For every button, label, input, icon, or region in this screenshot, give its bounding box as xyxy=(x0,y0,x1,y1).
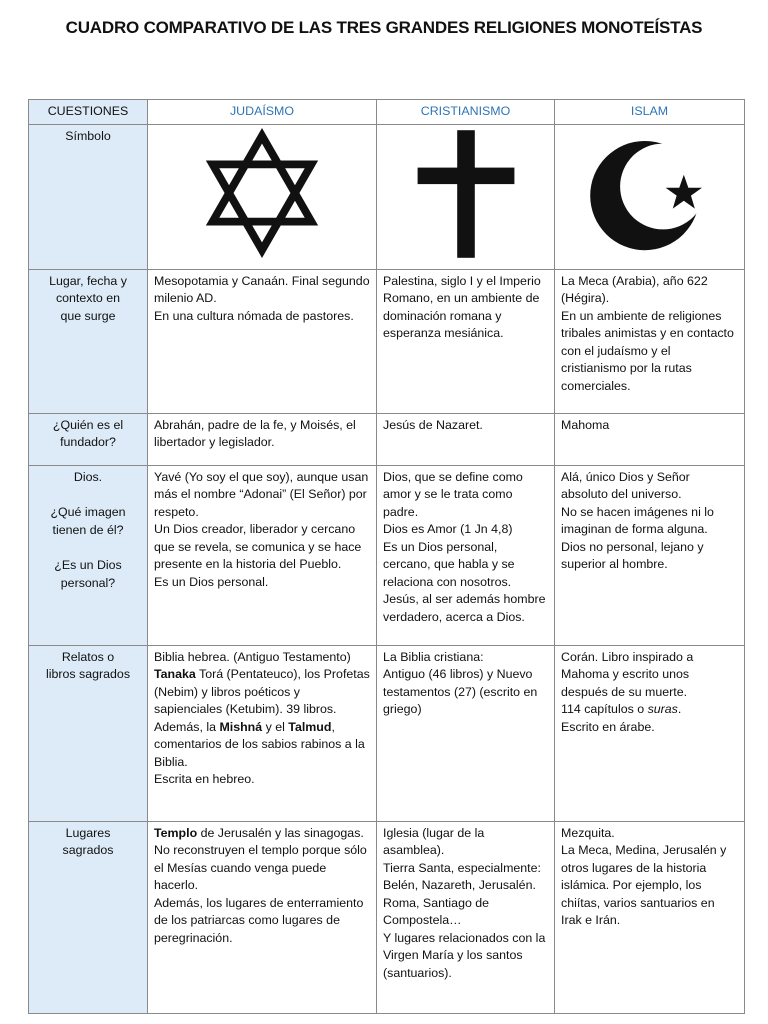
crescent-and-star-icon xyxy=(585,128,715,258)
row-simbolo xyxy=(29,124,745,269)
bold-term: Mishná xyxy=(219,719,263,734)
cell-text: Dios es Amor (1 Jn 4,8) xyxy=(383,522,513,536)
cell-text xyxy=(154,719,370,772)
cell-text: Escrito en árabe. xyxy=(561,719,655,734)
star-of-david-icon xyxy=(197,128,327,258)
cell-text xyxy=(154,666,370,719)
italic-term: suras xyxy=(647,702,678,716)
cell-lugares-islam xyxy=(555,821,745,1013)
cell-text: Alá, único Dios y Señor absoluto del universo. xyxy=(561,469,690,501)
cell-text: Dios no personal, lejano y superior al hombre. xyxy=(561,539,704,571)
cell-libros-judaismo xyxy=(148,645,377,821)
label-dios-line: Dios. xyxy=(73,469,103,484)
cell-text: Antiguo (46 libros) y Nuevo testamentos (27) (escrito en griego) xyxy=(383,667,538,716)
cell-text: Iglesia (lugar de la asamblea). xyxy=(383,825,485,857)
cell-text: En un ambiente de religiones tribales animistas y en contacto con el judaísmo y el cristianismo por la rutas comerciales. xyxy=(561,308,734,393)
cell-text: Es un Dios personal, cercano, que habla y se relaciona con nosotros. xyxy=(383,539,515,589)
cell-text: La Meca, Medina, Jerusalén y otros lugares de la historia islámica. Por ejemplo, los chiítas, varios santuarios en Irak e Irán. xyxy=(561,843,727,927)
cell-lugares-judaismo xyxy=(148,821,377,1013)
cell-text: No se hacen imágenes ni lo imaginan de forma alguna. xyxy=(561,504,714,536)
label-dios-line: personal? xyxy=(60,575,116,590)
bold-term: Talmud xyxy=(288,719,332,734)
cell-text: Mesopotamia y Canaán. Final segundo milenio AD. xyxy=(154,273,370,305)
label-libros-line: Relatos o xyxy=(61,649,115,664)
cell-text-run: . xyxy=(677,702,682,716)
cell-text: Palestina, siglo I y el Imperio Romano, en un ambiente de dominación romana y esperanza mesiánica. xyxy=(383,273,541,340)
cell-text: Escrita en hebreo. xyxy=(154,772,255,786)
cell-text: Corán. Libro inspirado a Mahoma y escrito unos después de su muerte. xyxy=(561,649,694,699)
cell-text: La Biblia cristiana: xyxy=(383,649,484,664)
cell-lugar-cristianismo xyxy=(377,269,555,413)
label-lugares-line: Lugares xyxy=(65,825,111,840)
cell-text: Un Dios creador, liberador y cercano que se revela, se comunica y se hace presente en la historia del Pueblo. xyxy=(154,522,362,571)
header-row xyxy=(29,100,745,125)
cell-text xyxy=(561,701,738,719)
label-libros xyxy=(29,645,148,821)
label-dios-line: ¿Es un Dios xyxy=(54,558,122,572)
label-lugares-line: sagrados xyxy=(62,843,114,857)
cell-simbolo-cristianismo xyxy=(377,124,555,269)
cell-text: Jesús, al ser además hombre verdadero, acerca a Dios. xyxy=(383,592,546,624)
cell-libros-islam xyxy=(555,645,745,821)
label-dios xyxy=(29,465,148,645)
cell-text: En una cultura nómada de pastores. xyxy=(154,308,354,323)
header-cristianismo: CRISTIANISMO xyxy=(377,100,555,125)
cell-text: Es un Dios personal. xyxy=(154,574,269,589)
row-lugar xyxy=(29,269,745,413)
label-lugar-line: Lugar, fecha y xyxy=(49,273,127,288)
cell-simbolo-islam xyxy=(555,124,745,269)
cell-text-run: y el xyxy=(262,719,289,734)
cell-fundador-islam: Mahoma xyxy=(555,413,745,465)
label-dios-line: ¿Qué imagen xyxy=(50,505,126,519)
bold-term: Templo xyxy=(154,825,198,840)
cell-text: Biblia hebrea. (Antiguo Testamento) xyxy=(154,649,351,664)
header-islam: ISLAM xyxy=(555,100,745,125)
cell-lugar-judaismo xyxy=(148,269,377,413)
cell-text: Yavé (Yo soy el que soy), aunque usan más el nombre “Adonai” (El Señor) por respeto. xyxy=(154,469,369,519)
cell-text: Y lugares relacionados con la Virgen María y los santos (santuarios). xyxy=(383,930,546,980)
label-lugares xyxy=(29,821,148,1013)
cell-simbolo-judaismo xyxy=(148,124,377,269)
cell-text: La Meca (Arabia), año 622 (Hégira). xyxy=(561,273,708,305)
cell-text-run: , comentarios de los sabios rabinos a la Biblia. xyxy=(154,719,365,769)
label-fundador-line: ¿Quién es el xyxy=(52,417,124,432)
row-lugares xyxy=(29,821,745,1013)
cell-lugares-cristianismo xyxy=(377,821,555,1013)
cell-text: Además, los lugares de enterramiento de los patriarcas como lugares de peregrinación. xyxy=(154,895,364,945)
comparison-table xyxy=(28,99,745,1014)
header-judaismo: JUDAÍSMO xyxy=(148,100,377,125)
cell-fundador-judaismo: Abrahán, padre de la fe, y Moisés, el libertador y legislador. xyxy=(148,413,377,465)
row-dios xyxy=(29,465,745,645)
cell-text-run: Torá (Pentateuco), los Profetas (Nebim) y libros poéticos y sapienciales (Ketubim). 39 libros. xyxy=(154,667,370,716)
cell-text xyxy=(154,825,370,843)
cell-text: Dios, que se define como amor y se le trata como padre. xyxy=(383,469,523,519)
row-libros xyxy=(29,645,745,821)
label-dios-line: tienen de él? xyxy=(52,522,124,537)
label-simbolo: Símbolo xyxy=(29,124,148,269)
label-fundador xyxy=(29,413,148,465)
cell-dios-judaismo xyxy=(148,465,377,645)
cell-text: No reconstruyen el templo porque sólo el Mesías cuando venga puede hacerlo. xyxy=(154,843,367,892)
label-libros-line: libros sagrados xyxy=(45,667,131,681)
cell-text-run: Además, la xyxy=(154,719,220,734)
bold-term: Tanaka xyxy=(154,667,196,681)
cell-fundador-cristianismo: Jesús de Nazaret. xyxy=(377,413,555,465)
header-cuestiones: CUESTIONES xyxy=(29,100,148,125)
cell-dios-islam xyxy=(555,465,745,645)
cell-text-run: 114 capítulos o xyxy=(561,702,648,716)
cell-libros-cristianismo xyxy=(377,645,555,821)
label-lugar xyxy=(29,269,148,413)
label-lugar-line: que surge xyxy=(60,308,116,323)
cell-text: Mezquita. xyxy=(561,825,615,840)
cell-dios-cristianismo xyxy=(377,465,555,645)
cell-text: Tierra Santa, especialmente: Belén, Nazareth, Jerusalén. Roma, Santiago de Compostela… xyxy=(383,860,541,927)
label-fundador-line: fundador? xyxy=(60,435,116,449)
row-fundador xyxy=(29,413,745,465)
cell-text-run: de Jerusalén y las sinagogas. xyxy=(197,825,364,840)
label-lugar-line: contexto en xyxy=(55,291,121,305)
cell-lugar-islam xyxy=(555,269,745,413)
document-title: CUADRO COMPARATIVO DE LAS TRES GRANDES RELIGIONES MONOTEÍSTAS xyxy=(65,18,703,37)
latin-cross-icon xyxy=(411,128,521,260)
